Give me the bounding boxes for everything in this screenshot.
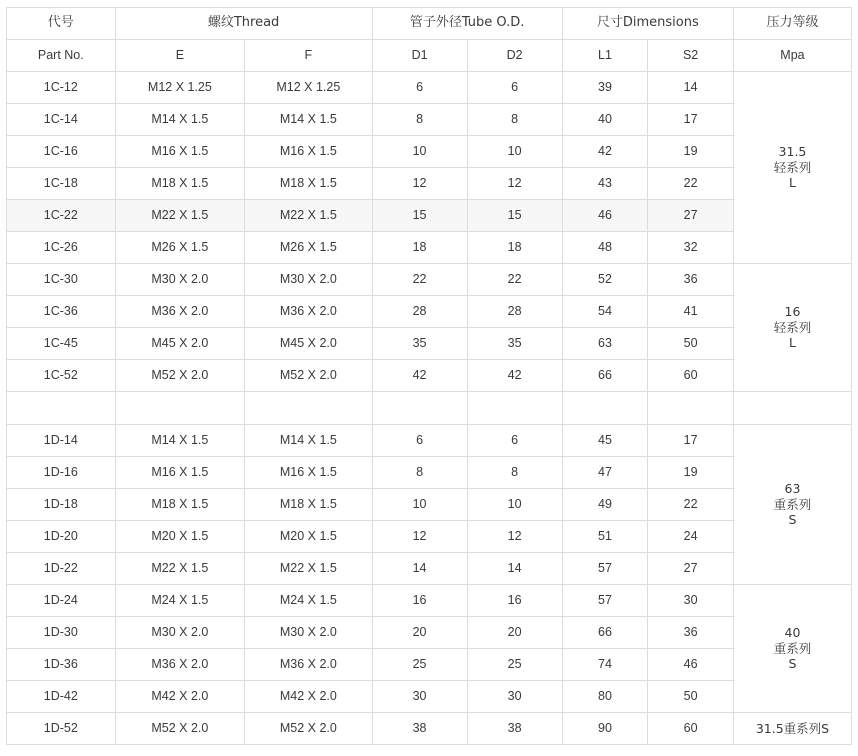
cell-part-no: 1D-16 bbox=[7, 457, 116, 489]
cell-tube-od-d1 bbox=[372, 392, 467, 425]
pressure-rating-line: 40 bbox=[784, 625, 801, 641]
cell-dimension-l1: 42 bbox=[562, 136, 648, 168]
cell-pressure-rating bbox=[733, 72, 851, 264]
cell-dimension-l1: 54 bbox=[562, 296, 648, 328]
cell-thread-f: M18 X 1.5 bbox=[245, 489, 372, 521]
table-row bbox=[7, 713, 852, 745]
cell-tube-od-d1: 14 bbox=[372, 553, 467, 585]
cell-dimension-l1: 43 bbox=[562, 168, 648, 200]
cell-thread-e: M12 X 1.25 bbox=[115, 72, 245, 104]
cell-dimension-l1: 66 bbox=[562, 360, 648, 392]
pressure-rating-line: L bbox=[788, 335, 796, 351]
cell-thread-f: M30 X 2.0 bbox=[245, 617, 372, 649]
cell-thread-f: M52 X 2.0 bbox=[245, 713, 372, 745]
cell-part-no: 1D-14 bbox=[7, 425, 116, 457]
cell-dimension-s2: 36 bbox=[648, 264, 734, 296]
cell-tube-od-d1: 6 bbox=[372, 72, 467, 104]
cell-tube-od-d1: 8 bbox=[372, 457, 467, 489]
cell-dimension-s2: 22 bbox=[648, 489, 734, 521]
cell-thread-f: M18 X 1.5 bbox=[245, 168, 372, 200]
cell-thread-e: M36 X 2.0 bbox=[115, 296, 245, 328]
table-row bbox=[7, 168, 852, 200]
cell-thread-e: M18 X 1.5 bbox=[115, 168, 245, 200]
cell-thread-f: M22 X 1.5 bbox=[245, 200, 372, 232]
cell-part-no: 1D-22 bbox=[7, 553, 116, 585]
cell-thread-e: M22 X 1.5 bbox=[115, 200, 245, 232]
pressure-rating-line: S bbox=[788, 656, 797, 672]
cell-dimension-s2: 27 bbox=[648, 553, 734, 585]
cell-part-no: 1C-45 bbox=[7, 328, 116, 360]
cell-tube-od-d2: 6 bbox=[467, 425, 562, 457]
cell-part-no: 1C-36 bbox=[7, 296, 116, 328]
table-row bbox=[7, 136, 852, 168]
cell-thread-f: M20 X 1.5 bbox=[245, 521, 372, 553]
cell-tube-od-d2: 20 bbox=[467, 617, 562, 649]
cell-dimension-l1: 80 bbox=[562, 681, 648, 713]
cell-dimension-s2: 32 bbox=[648, 232, 734, 264]
cell-tube-od-d1: 22 bbox=[372, 264, 467, 296]
cell-dimension-s2: 60 bbox=[648, 713, 734, 745]
cell-pressure-rating bbox=[733, 585, 851, 713]
cell-tube-od-d2: 30 bbox=[467, 681, 562, 713]
header-d2: D2 bbox=[467, 40, 562, 72]
cell-part-no: 1C-16 bbox=[7, 136, 116, 168]
cell-part-no: 1D-24 bbox=[7, 585, 116, 617]
cell-dimension-s2: 22 bbox=[648, 168, 734, 200]
cell-part-no: 1D-20 bbox=[7, 521, 116, 553]
header-part-no-group: 代号 bbox=[7, 8, 116, 40]
header-tube-od-group: 管子外径Tube O.D. bbox=[372, 8, 562, 40]
cell-thread-f: M16 X 1.5 bbox=[245, 457, 372, 489]
cell-thread-f: M12 X 1.25 bbox=[245, 72, 372, 104]
cell-thread-f: M14 X 1.5 bbox=[245, 425, 372, 457]
cell-thread-e bbox=[115, 392, 245, 425]
cell-tube-od-d2: 12 bbox=[467, 168, 562, 200]
pressure-rating-line: S bbox=[788, 512, 797, 528]
cell-dimension-s2: 27 bbox=[648, 200, 734, 232]
cell-thread-e: M42 X 2.0 bbox=[115, 681, 245, 713]
table-row bbox=[7, 392, 852, 425]
cell-part-no: 1D-52 bbox=[7, 713, 116, 745]
cell-dimension-l1: 45 bbox=[562, 425, 648, 457]
pressure-rating-line: 重系列 bbox=[773, 640, 812, 656]
cell-dimension-s2: 19 bbox=[648, 457, 734, 489]
cell-tube-od-d1: 12 bbox=[372, 521, 467, 553]
cell-tube-od-d1: 42 bbox=[372, 360, 467, 392]
cell-tube-od-d2: 25 bbox=[467, 649, 562, 681]
table-header-sub-row bbox=[7, 40, 852, 72]
table-row bbox=[7, 360, 852, 392]
cell-part-no bbox=[7, 392, 116, 425]
table-row bbox=[7, 104, 852, 136]
cell-tube-od-d2: 14 bbox=[467, 553, 562, 585]
cell-thread-f: M45 X 2.0 bbox=[245, 328, 372, 360]
header-thread-group: 螺纹Thread bbox=[115, 8, 372, 40]
cell-tube-od-d1: 10 bbox=[372, 136, 467, 168]
cell-dimension-l1: 40 bbox=[562, 104, 648, 136]
cell-dimension-s2: 14 bbox=[648, 72, 734, 104]
cell-tube-od-d1: 20 bbox=[372, 617, 467, 649]
cell-thread-e: M30 X 2.0 bbox=[115, 264, 245, 296]
cell-pressure-rating bbox=[733, 392, 851, 425]
pressure-rating-line: 重系列 bbox=[773, 496, 812, 512]
cell-thread-e: M18 X 1.5 bbox=[115, 489, 245, 521]
cell-dimension-s2: 41 bbox=[648, 296, 734, 328]
cell-part-no: 1C-22 bbox=[7, 200, 116, 232]
cell-dimension-s2: 50 bbox=[648, 681, 734, 713]
cell-dimension-s2: 24 bbox=[648, 521, 734, 553]
cell-thread-e: M36 X 2.0 bbox=[115, 649, 245, 681]
cell-pressure-rating bbox=[733, 425, 851, 585]
cell-dimension-s2 bbox=[648, 392, 734, 425]
cell-thread-e: M52 X 2.0 bbox=[115, 360, 245, 392]
cell-tube-od-d1: 25 bbox=[372, 649, 467, 681]
cell-tube-od-d2: 10 bbox=[467, 136, 562, 168]
cell-thread-e: M14 X 1.5 bbox=[115, 425, 245, 457]
cell-dimension-l1: 51 bbox=[562, 521, 648, 553]
cell-part-no: 1C-18 bbox=[7, 168, 116, 200]
cell-dimension-l1: 90 bbox=[562, 713, 648, 745]
cell-part-no: 1C-12 bbox=[7, 72, 116, 104]
cell-dimension-s2: 46 bbox=[648, 649, 734, 681]
table-row bbox=[7, 457, 852, 489]
cell-thread-f: M14 X 1.5 bbox=[245, 104, 372, 136]
cell-part-no: 1D-30 bbox=[7, 617, 116, 649]
cell-dimension-l1: 52 bbox=[562, 264, 648, 296]
pressure-rating-line: 16 bbox=[784, 304, 801, 320]
cell-tube-od-d1: 18 bbox=[372, 232, 467, 264]
cell-thread-e: M20 X 1.5 bbox=[115, 521, 245, 553]
header-s2: S2 bbox=[648, 40, 734, 72]
cell-dimension-l1: 63 bbox=[562, 328, 648, 360]
table-row bbox=[7, 681, 852, 713]
table-row bbox=[7, 649, 852, 681]
cell-thread-f: M52 X 2.0 bbox=[245, 360, 372, 392]
cell-dimension-l1: 57 bbox=[562, 553, 648, 585]
cell-pressure-rating bbox=[733, 264, 851, 392]
table-row bbox=[7, 200, 852, 232]
cell-dimension-s2: 50 bbox=[648, 328, 734, 360]
cell-tube-od-d1: 35 bbox=[372, 328, 467, 360]
cell-thread-f: M24 X 1.5 bbox=[245, 585, 372, 617]
pressure-rating-line: 轻系列 bbox=[773, 159, 812, 175]
header-d1: D1 bbox=[372, 40, 467, 72]
cell-tube-od-d2: 16 bbox=[467, 585, 562, 617]
cell-dimension-s2: 17 bbox=[648, 104, 734, 136]
table-row bbox=[7, 521, 852, 553]
cell-dimension-l1: 74 bbox=[562, 649, 648, 681]
cell-tube-od-d1: 16 bbox=[372, 585, 467, 617]
cell-tube-od-d2: 22 bbox=[467, 264, 562, 296]
cell-pressure-rating bbox=[733, 713, 851, 745]
header-e: E bbox=[115, 40, 245, 72]
cell-thread-e: M16 X 1.5 bbox=[115, 457, 245, 489]
cell-thread-e: M14 X 1.5 bbox=[115, 104, 245, 136]
cell-thread-e: M26 X 1.5 bbox=[115, 232, 245, 264]
cell-thread-f: M22 X 1.5 bbox=[245, 553, 372, 585]
cell-tube-od-d2: 18 bbox=[467, 232, 562, 264]
cell-thread-f: M30 X 2.0 bbox=[245, 264, 372, 296]
header-f: F bbox=[245, 40, 372, 72]
cell-part-no: 1C-26 bbox=[7, 232, 116, 264]
cell-thread-e: M22 X 1.5 bbox=[115, 553, 245, 585]
cell-tube-od-d1: 6 bbox=[372, 425, 467, 457]
cell-thread-e: M45 X 2.0 bbox=[115, 328, 245, 360]
cell-dimension-l1: 46 bbox=[562, 200, 648, 232]
cell-part-no: 1D-18 bbox=[7, 489, 116, 521]
table-row bbox=[7, 553, 852, 585]
pressure-rating-line: L bbox=[788, 175, 796, 191]
header-pressure-rating-group: 压力等级 bbox=[733, 8, 851, 40]
cell-part-no: 1C-14 bbox=[7, 104, 116, 136]
cell-thread-e: M30 X 2.0 bbox=[115, 617, 245, 649]
cell-thread-f: M16 X 1.5 bbox=[245, 136, 372, 168]
specification-table bbox=[6, 7, 852, 745]
cell-tube-od-d2: 8 bbox=[467, 104, 562, 136]
cell-thread-f bbox=[245, 392, 372, 425]
cell-thread-e: M16 X 1.5 bbox=[115, 136, 245, 168]
cell-dimension-s2: 60 bbox=[648, 360, 734, 392]
pressure-rating-line: 31.5重系列S bbox=[755, 720, 830, 736]
table-row bbox=[7, 328, 852, 360]
cell-tube-od-d2: 6 bbox=[467, 72, 562, 104]
cell-thread-e: M24 X 1.5 bbox=[115, 585, 245, 617]
table-row bbox=[7, 232, 852, 264]
cell-tube-od-d1: 15 bbox=[372, 200, 467, 232]
cell-tube-od-d1: 30 bbox=[372, 681, 467, 713]
table-row bbox=[7, 72, 852, 104]
cell-tube-od-d2: 8 bbox=[467, 457, 562, 489]
table-header-group-row bbox=[7, 8, 852, 40]
cell-tube-od-d2: 38 bbox=[467, 713, 562, 745]
header-part-no: Part No. bbox=[7, 40, 116, 72]
cell-tube-od-d2: 12 bbox=[467, 521, 562, 553]
cell-tube-od-d2: 10 bbox=[467, 489, 562, 521]
table-row bbox=[7, 296, 852, 328]
header-l1: L1 bbox=[562, 40, 648, 72]
cell-dimension-l1 bbox=[562, 392, 648, 425]
header-mpa: Mpa bbox=[733, 40, 851, 72]
pressure-rating-line: 63 bbox=[784, 481, 801, 497]
cell-part-no: 1C-52 bbox=[7, 360, 116, 392]
cell-dimension-l1: 49 bbox=[562, 489, 648, 521]
cell-dimension-s2: 17 bbox=[648, 425, 734, 457]
cell-thread-f: M36 X 2.0 bbox=[245, 649, 372, 681]
cell-part-no: 1D-36 bbox=[7, 649, 116, 681]
cell-tube-od-d1: 12 bbox=[372, 168, 467, 200]
pressure-rating-line: 轻系列 bbox=[773, 319, 812, 335]
cell-dimension-l1: 39 bbox=[562, 72, 648, 104]
cell-tube-od-d1: 10 bbox=[372, 489, 467, 521]
table-row bbox=[7, 617, 852, 649]
table-row bbox=[7, 585, 852, 617]
cell-dimension-l1: 48 bbox=[562, 232, 648, 264]
cell-part-no: 1C-30 bbox=[7, 264, 116, 296]
cell-dimension-s2: 30 bbox=[648, 585, 734, 617]
cell-dimension-l1: 47 bbox=[562, 457, 648, 489]
cell-tube-od-d1: 28 bbox=[372, 296, 467, 328]
table-row bbox=[7, 264, 852, 296]
cell-dimension-s2: 36 bbox=[648, 617, 734, 649]
cell-part-no: 1D-42 bbox=[7, 681, 116, 713]
cell-tube-od-d2: 42 bbox=[467, 360, 562, 392]
cell-thread-e: M52 X 2.0 bbox=[115, 713, 245, 745]
cell-dimension-s2: 19 bbox=[648, 136, 734, 168]
cell-tube-od-d2: 28 bbox=[467, 296, 562, 328]
table-row bbox=[7, 425, 852, 457]
cell-tube-od-d2: 15 bbox=[467, 200, 562, 232]
cell-tube-od-d1: 38 bbox=[372, 713, 467, 745]
pressure-rating-line: 31.5 bbox=[778, 144, 807, 160]
cell-tube-od-d2: 35 bbox=[467, 328, 562, 360]
cell-tube-od-d2 bbox=[467, 392, 562, 425]
cell-dimension-l1: 57 bbox=[562, 585, 648, 617]
cell-thread-f: M26 X 1.5 bbox=[245, 232, 372, 264]
header-dimensions-group: 尺寸Dimensions bbox=[562, 8, 733, 40]
cell-thread-f: M42 X 2.0 bbox=[245, 681, 372, 713]
cell-tube-od-d1: 8 bbox=[372, 104, 467, 136]
cell-dimension-l1: 66 bbox=[562, 617, 648, 649]
table-row bbox=[7, 489, 852, 521]
cell-thread-f: M36 X 2.0 bbox=[245, 296, 372, 328]
